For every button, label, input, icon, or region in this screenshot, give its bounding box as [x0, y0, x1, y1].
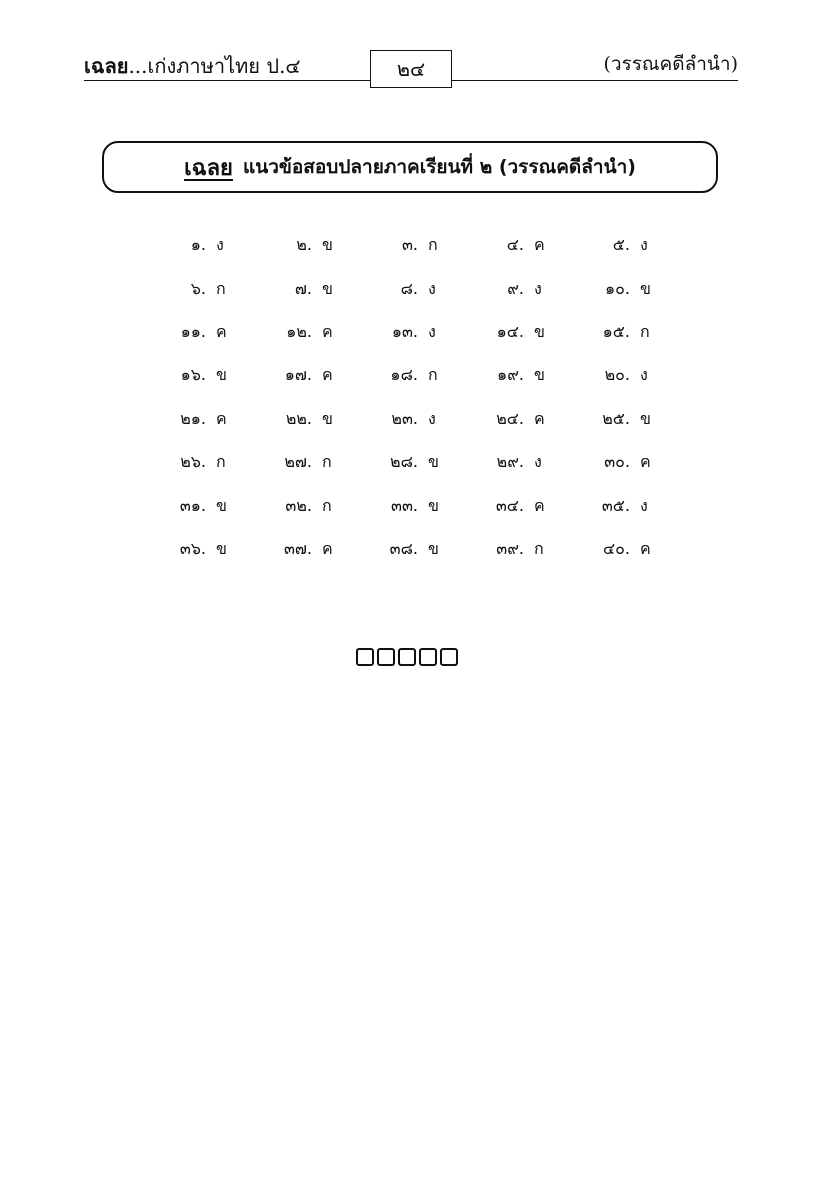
- question-number: ๓๙.: [496, 538, 524, 558]
- answer-item: [150, 267, 256, 310]
- question-number: ๒๙.: [496, 452, 524, 472]
- question-number: ๓๐.: [604, 452, 630, 472]
- question-number: ๓๓.: [391, 495, 418, 515]
- answer-item: [150, 398, 256, 441]
- answer-item: [362, 441, 468, 484]
- answer-item: [468, 484, 574, 527]
- answer-item: [468, 267, 574, 310]
- answer-item: [150, 311, 256, 354]
- answer-choice: ง: [428, 321, 436, 341]
- answer-item: [468, 398, 574, 441]
- answer-item: [362, 398, 468, 441]
- header-book-title: [84, 52, 301, 80]
- answer-item: [574, 484, 680, 527]
- answer-choice: ก: [640, 321, 650, 341]
- answer-key-label: เฉลย: [184, 155, 233, 181]
- answer-item: [574, 311, 680, 354]
- answer-choice: ง: [534, 452, 542, 472]
- answer-choice: ค: [640, 538, 651, 558]
- question-number: ๗.: [294, 278, 312, 298]
- answer-item: [150, 354, 256, 397]
- question-number: ๑๙.: [497, 365, 524, 385]
- question-number: ๓๒.: [285, 495, 312, 515]
- answer-choice: ง: [640, 495, 648, 515]
- answer-item: [256, 311, 362, 354]
- answer-grid: [150, 224, 680, 571]
- answer-item: [468, 354, 574, 397]
- question-number: ๒๒.: [285, 408, 312, 428]
- answer-choice: ข: [322, 278, 333, 298]
- answer-item: [256, 354, 362, 397]
- question-number: ๓๖.: [179, 538, 206, 558]
- answer-choice: ง: [428, 278, 436, 298]
- answer-item: [256, 528, 362, 571]
- question-number: ๒๑.: [180, 408, 206, 428]
- answer-item: [574, 398, 680, 441]
- answer-item: [574, 267, 680, 310]
- answer-item: [574, 354, 680, 397]
- answer-choice: ก: [428, 235, 438, 255]
- answer-key-title: แนวข้อสอบปลายภาคเรียนที่ ๒ (วรรณคดีลำนำ): [242, 156, 636, 178]
- answer-choice: ก: [216, 278, 226, 298]
- question-number: ๑๕.: [602, 321, 630, 341]
- answer-item: [362, 484, 468, 527]
- answer-choice: ก: [216, 452, 226, 472]
- question-number: ๒.: [296, 235, 312, 255]
- answer-choice: ข: [428, 538, 439, 558]
- answer-choice: ข: [216, 538, 227, 558]
- answer-choice: ง: [640, 365, 648, 385]
- question-number: ๓๕.: [601, 495, 630, 515]
- answer-item: [256, 398, 362, 441]
- header-book-title-rest: ...เก่งภาษาไทย ป.๔: [128, 54, 301, 78]
- hollow-square-icon: [356, 648, 374, 666]
- answer-item: [150, 484, 256, 527]
- answer-choice: ค: [216, 321, 227, 341]
- answer-choice: ง: [428, 408, 436, 428]
- answer-item: [574, 528, 680, 571]
- question-number: ๑๐.: [604, 278, 630, 298]
- question-number: ๒๘.: [390, 452, 418, 472]
- page-number-box: [370, 50, 452, 88]
- answer-item: [362, 224, 468, 267]
- question-number: ๑๘.: [390, 365, 418, 385]
- hollow-square-icon: [419, 648, 437, 666]
- question-number: ๑๑.: [180, 321, 206, 341]
- question-number: ๘.: [400, 278, 418, 298]
- answer-choice: ก: [428, 365, 438, 385]
- answer-choice: ค: [322, 365, 333, 385]
- answer-choice: ข: [428, 495, 439, 515]
- question-number: ๒๔.: [496, 408, 524, 428]
- answer-choice: ค: [322, 321, 333, 341]
- answer-item: [468, 311, 574, 354]
- hollow-square-icon: [440, 648, 458, 666]
- question-number: ๓๗.: [283, 538, 312, 558]
- question-number: ๑๔.: [496, 321, 524, 341]
- answer-choice: ค: [534, 495, 545, 515]
- header-section-title: (วรรณคดีลำนำ): [603, 53, 738, 75]
- answer-item: [256, 441, 362, 484]
- answer-choice: ง: [534, 278, 542, 298]
- answer-item: [362, 311, 468, 354]
- answer-choice: ข: [534, 321, 545, 341]
- question-number: ๑๓.: [391, 321, 418, 341]
- answer-choice: ค: [216, 408, 227, 428]
- answer-key-title-box: [102, 141, 718, 193]
- answer-choice: ข: [322, 235, 333, 255]
- answer-choice: ข: [534, 365, 545, 385]
- question-number: ๒๖.: [180, 452, 206, 472]
- answer-item: [468, 528, 574, 571]
- question-number: ๓.: [401, 235, 418, 255]
- answer-choice: ค: [534, 408, 545, 428]
- question-number: ๓๔.: [495, 495, 524, 515]
- hollow-square-icon: [398, 648, 416, 666]
- answer-item: [150, 528, 256, 571]
- hollow-square-icon: [377, 648, 395, 666]
- question-number: ๒๓.: [391, 408, 418, 428]
- question-number: ๑๒.: [286, 321, 312, 341]
- question-number: ๑๗.: [284, 365, 312, 385]
- answer-item: [362, 267, 468, 310]
- answer-choice: ข: [640, 278, 651, 298]
- answer-item: [256, 224, 362, 267]
- answer-choice: ค: [534, 235, 545, 255]
- answer-item: [362, 528, 468, 571]
- end-of-section-marks: [356, 648, 458, 666]
- answer-item: [574, 441, 680, 484]
- answer-item: [468, 224, 574, 267]
- question-number: ๕.: [612, 235, 630, 255]
- question-number: ๔๐.: [603, 538, 630, 558]
- question-number: ๓๑.: [179, 495, 206, 515]
- question-number: ๒๗.: [284, 452, 312, 472]
- header-book-title-bold: เฉลย: [84, 54, 129, 78]
- question-number: ๒๕.: [602, 408, 630, 428]
- answer-choice: ค: [322, 538, 333, 558]
- answer-choice: ก: [322, 495, 332, 515]
- question-number: ๑.: [190, 235, 206, 255]
- answer-item: [150, 441, 256, 484]
- question-number: ๙.: [507, 278, 524, 298]
- answer-item: [362, 354, 468, 397]
- answer-choice: ข: [216, 365, 227, 385]
- answer-item: [256, 484, 362, 527]
- answer-choice: ก: [322, 452, 332, 472]
- answer-choice: ง: [640, 235, 648, 255]
- question-number: ๒๐.: [604, 365, 630, 385]
- question-number: ๓๘.: [389, 538, 418, 558]
- question-number: ๔.: [506, 235, 524, 255]
- question-number: ๑๖.: [180, 365, 206, 385]
- question-number: ๖.: [190, 278, 206, 298]
- answer-item: [574, 224, 680, 267]
- answer-item: [150, 224, 256, 267]
- answer-choice: ข: [216, 495, 227, 515]
- answer-choice: ข: [428, 452, 439, 472]
- answer-choice: ก: [534, 538, 544, 558]
- answer-choice: ข: [640, 408, 651, 428]
- page-number: ๒๔: [396, 57, 426, 81]
- answer-choice: ง: [216, 235, 224, 255]
- answer-choice: ค: [640, 452, 651, 472]
- answer-item: [256, 267, 362, 310]
- answer-choice: ข: [322, 408, 333, 428]
- answer-item: [468, 441, 574, 484]
